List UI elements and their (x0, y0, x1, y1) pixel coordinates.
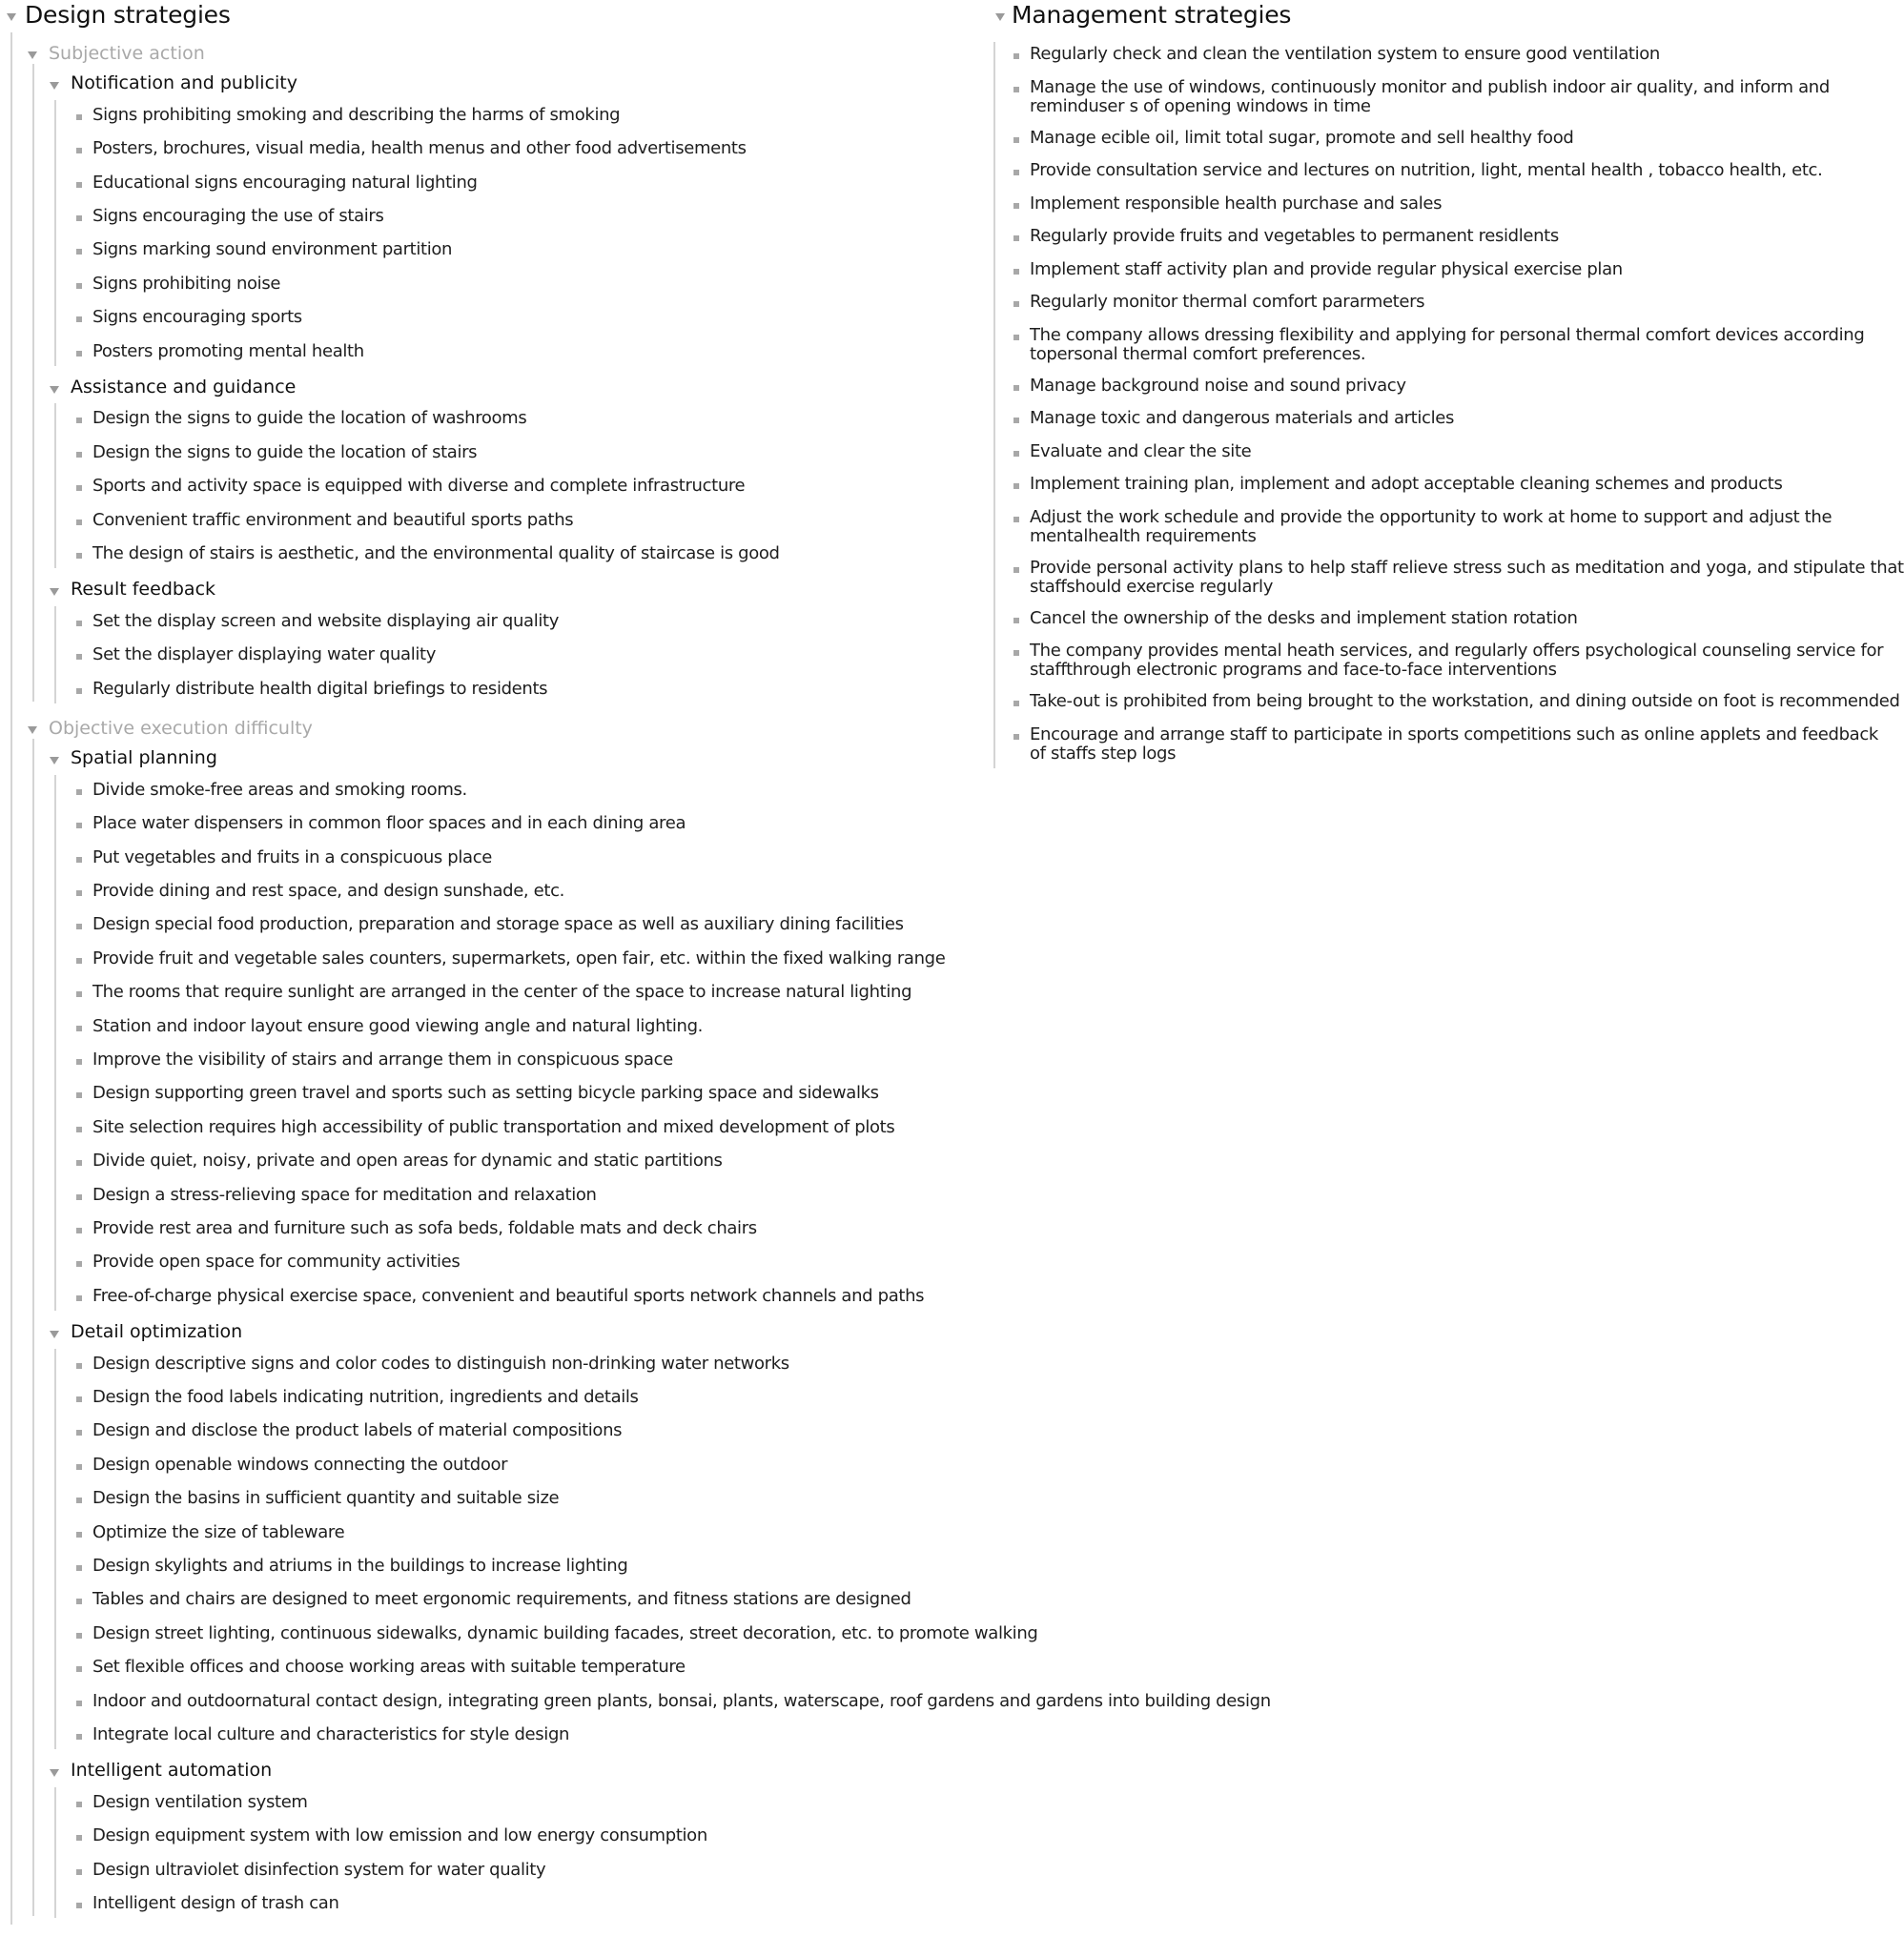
list-item-line: Manage the use of windows, continuously monitor and publish indoor air quality, and inform and (1030, 76, 1830, 97)
list-item: Design ventilation system (92, 1791, 308, 1812)
list-bullet-icon (1013, 567, 1019, 573)
list-item: Design equipment system with low emission and low energy consumption (92, 1825, 707, 1846)
list-item (1030, 227, 1559, 246)
list-item: Optimize the size of tableware (92, 1521, 345, 1542)
list-bullet-icon (76, 553, 82, 559)
list-item: Design supporting green travel and sports such as setting bicycle parking space and sidewalks (92, 1083, 879, 1104)
outline-guide-line (54, 1787, 56, 1919)
list-bullet-icon (76, 1430, 82, 1436)
list-bullet-icon (1013, 87, 1019, 92)
list-item: Site selection requires high accessibility of public transportation and mixed development of plots (92, 1116, 895, 1137)
list-item: Put vegetables and fruits in a conspicuous place (92, 846, 492, 867)
collapse-toggle-icon[interactable] (7, 13, 16, 21)
list-item (1030, 725, 1878, 764)
list-item: Posters, brochures, visual media, health menus and other food advertisements (92, 138, 747, 159)
list-bullet-icon (76, 452, 82, 458)
list-item (1030, 559, 1904, 597)
list-item-line: Regularly check and clean the ventilation system to ensure good ventilation (1030, 44, 1660, 64)
collapse-toggle-icon[interactable] (50, 82, 59, 90)
list-item-line: Implement staff activity plan and provide regular physical exercise plan (1030, 258, 1623, 279)
list-item-line: Provide personal activity plans to help staff relieve stress such as meditation and yoga, and stipulate that (1030, 557, 1904, 578)
outline-guide-line (993, 42, 995, 768)
list-item: Place water dispensers in common floor spaces and in each dining area (92, 813, 686, 834)
list-bullet-icon (76, 1092, 82, 1098)
collapse-toggle-icon[interactable] (995, 13, 1005, 21)
list-item (1030, 377, 1406, 396)
list-item: Integrate local culture and characteristics for style design (92, 1724, 570, 1744)
list-item-line: The company provides mental heath services, and regularly offers psychological counseling service for (1030, 641, 1884, 661)
list-item: Convenient traffic environment and beautiful sports paths (92, 509, 574, 530)
list-item-line: Implement training plan, implement and adopt acceptable cleaning schemes and products (1030, 474, 1783, 494)
list-bullet-icon (1013, 418, 1019, 423)
list-item: Design a stress-relieving space for meditation and relaxation (92, 1184, 597, 1205)
list-bullet-icon (76, 1160, 82, 1166)
collapse-toggle-icon[interactable] (28, 51, 37, 59)
list-bullet-icon (1013, 170, 1019, 175)
list-item: Divide quiet, noisy, private and open areas for dynamic and static partitions (92, 1151, 723, 1172)
outline-guide-line (54, 775, 56, 1311)
list-item: Design the food labels indicating nutrition, ingredients and details (92, 1387, 639, 1407)
list-bullet-icon (76, 1869, 82, 1875)
list-item-line: mentalhealth requirements (1030, 525, 1257, 546)
list-bullet-icon (76, 958, 82, 964)
list-item (1030, 442, 1251, 461)
list-item: Provide rest area and furniture such as sofa beds, foldable mats and deck chairs (92, 1218, 757, 1238)
outline-guide-line (10, 32, 12, 1925)
list-item: Design street lighting, continuous sidewalks, dynamic building facades, street decoration, etc. to promote walking (92, 1622, 1038, 1643)
list-bullet-icon (76, 823, 82, 828)
list-bullet-icon (76, 924, 82, 929)
list-item-line: Regularly monitor thermal comfort pararmeters (1030, 292, 1425, 312)
list-bullet-icon (1013, 618, 1019, 623)
list-item: Intelligent design of trash can (92, 1893, 339, 1913)
list-item-line: Encourage and arrange staff to participate in sports competitions such as online applets and feedback (1030, 723, 1878, 744)
list-item (1030, 409, 1454, 428)
list-bullet-icon (76, 688, 82, 694)
list-item: Provide dining and rest space, and design sunshade, etc. (92, 881, 565, 901)
list-item (1030, 161, 1822, 180)
list-bullet-icon (1013, 53, 1019, 59)
list-item-line: Regularly provide fruits and vegetables to permanent residlents (1030, 226, 1559, 246)
list-item (1030, 326, 1864, 364)
subcategory-title: Spatial planning (71, 747, 217, 769)
list-bullet-icon (76, 1295, 82, 1301)
list-bullet-icon (76, 520, 82, 525)
list-bullet-icon (1013, 269, 1019, 275)
list-bullet-icon (1013, 235, 1019, 241)
outline-guide-line (54, 403, 56, 568)
list-item-line: Manage ecible oil, limit total sugar, promote and sell healthy food (1030, 127, 1574, 148)
list-bullet-icon (76, 283, 82, 289)
list-item (1030, 260, 1623, 279)
list-item-line: Evaluate and clear the site (1030, 440, 1252, 461)
collapse-toggle-icon[interactable] (28, 726, 37, 734)
list-item: Signs marking sound environment partition (92, 239, 453, 260)
list-bullet-icon (1013, 483, 1019, 489)
list-item (1030, 508, 1832, 546)
list-item: Design the signs to guide the location of stairs (92, 441, 478, 462)
list-item: Regularly distribute health digital briefings to residents (92, 678, 548, 699)
list-item: Signs prohibiting smoking and describing the harms of smoking (92, 104, 621, 125)
list-item (1030, 475, 1783, 494)
list-bullet-icon (76, 1498, 82, 1503)
subcategory-title: Detail optimization (71, 1321, 243, 1343)
list-bullet-icon (76, 654, 82, 660)
subcategory-title: Notification and publicity (71, 72, 297, 94)
list-item: Design descriptive signs and color codes to distinguish non-drinking water networks (92, 1353, 789, 1374)
list-item-line: Manage toxic and dangerous materials and articles (1030, 408, 1454, 428)
list-item (1030, 78, 1830, 116)
list-item: Design and disclose the product labels of material compositions (92, 1420, 623, 1441)
list-bullet-icon (76, 1026, 82, 1031)
collapse-toggle-icon[interactable] (50, 386, 59, 394)
list-bullet-icon (76, 1532, 82, 1538)
list-item (1030, 45, 1660, 64)
list-item: Provide fruit and vegetable sales counters, supermarkets, open fair, etc. within the fixed walking range (92, 948, 946, 968)
list-item: Station and indoor layout ensure good viewing angle and natural lighting. (92, 1015, 704, 1036)
list-bullet-icon (76, 351, 82, 357)
list-item: Design special food production, preparation and storage space as well as auxiliary dining facilities (92, 914, 904, 935)
list-bullet-icon (1013, 451, 1019, 457)
list-item: Posters promoting mental health (92, 340, 364, 361)
list-bullet-icon (1013, 701, 1019, 706)
list-bullet-icon (76, 789, 82, 795)
list-item: Indoor and outdoornatural contact design, integrating green plants, bonsai, plants, waterscape, roof gardens and gardens into building design (92, 1690, 1271, 1711)
list-bullet-icon (1013, 137, 1019, 143)
list-bullet-icon (1013, 650, 1019, 656)
list-bullet-icon (76, 215, 82, 221)
list-item: Design skylights and atriums in the buildings to increase lighting (92, 1556, 628, 1576)
list-item (1030, 609, 1578, 628)
list-bullet-icon (76, 418, 82, 423)
list-bullet-icon (76, 1802, 82, 1807)
list-item: Sports and activity space is equipped with diverse and complete infrastructure (92, 476, 746, 497)
list-item-line: staffshould exercise regularly (1030, 576, 1274, 597)
list-bullet-icon (76, 1701, 82, 1706)
list-item-line: Take-out is prohibited from being brought to the workstation, and dining outside on foot is recommended (1030, 691, 1900, 711)
list-item: Improve the visibility of stairs and arrange them in conspicuous space (92, 1050, 673, 1070)
list-bullet-icon (76, 485, 82, 491)
collapse-toggle-icon[interactable] (50, 588, 59, 596)
list-bullet-icon (76, 1194, 82, 1200)
list-item: Signs prohibiting noise (92, 273, 281, 294)
list-bullet-icon (76, 182, 82, 188)
list-bullet-icon (76, 1666, 82, 1672)
list-bullet-icon (76, 1059, 82, 1065)
list-item-line: The company allows dressing flexibility and applying for personal thermal comfort devices according (1030, 324, 1865, 345)
list-item: Free-of-charge physical exercise space, convenient and beautiful sports network channels and paths (92, 1285, 925, 1306)
list-item: Set flexible offices and choose working areas with suitable temperature (92, 1657, 686, 1678)
outline-guide-line (54, 606, 56, 703)
list-item-line: Manage background noise and sound privacy (1030, 375, 1406, 396)
collapse-toggle-icon[interactable] (50, 1769, 59, 1777)
subcategory-title: Assistance and guidance (71, 377, 297, 397)
list-item: The rooms that require sunlight are arranged in the center of the space to increase natural lighting (92, 982, 912, 1003)
list-item: Provide open space for community activities (92, 1252, 461, 1273)
category-title: Objective execution difficulty (49, 718, 313, 739)
list-item (1030, 642, 1883, 680)
list-bullet-icon (76, 249, 82, 255)
subcategory-title: Result feedback (71, 579, 216, 601)
list-item (1030, 293, 1424, 312)
list-item-line: Adjust the work schedule and provide the opportunity to work at home to support and adjust the (1030, 506, 1832, 527)
list-bullet-icon (76, 1127, 82, 1132)
collapse-toggle-icon[interactable] (50, 757, 59, 764)
list-bullet-icon (76, 148, 82, 153)
list-item: Signs encouraging sports (92, 307, 302, 328)
list-item: Design ultraviolet disinfection system for water quality (92, 1859, 546, 1880)
list-bullet-icon (1013, 301, 1019, 307)
outline-guide-line (54, 100, 56, 366)
list-bullet-icon (76, 1633, 82, 1639)
list-item: Design the basins in sufficient quantity and suitable size (92, 1488, 560, 1509)
outline-guide-line (54, 1349, 56, 1750)
list-item: Signs encouraging the use of stairs (92, 206, 384, 226)
subcategory-title: Intelligent automation (71, 1760, 273, 1782)
list-bullet-icon (76, 1903, 82, 1908)
list-item: Design openable windows connecting the outdoor (92, 1454, 508, 1475)
list-item: Divide smoke-free areas and smoking rooms. (92, 779, 467, 800)
list-bullet-icon (76, 1734, 82, 1740)
list-item (1030, 129, 1573, 148)
list-bullet-icon (76, 1261, 82, 1267)
list-item-line: Implement responsible health purchase and sales (1030, 193, 1443, 214)
design-strategies-title: Design strategies (25, 1, 231, 29)
list-bullet-icon (76, 1228, 82, 1233)
list-item: Tables and chairs are designed to meet ergonomic requirements, and fitness stations are designed (92, 1589, 911, 1610)
list-item: Educational signs encouraging natural lighting (92, 172, 478, 193)
list-item-line: Provide consultation service and lectures on nutrition, light, mental health , tobacco health, etc. (1030, 160, 1823, 180)
list-bullet-icon (76, 1396, 82, 1402)
outline-guide-line (32, 64, 34, 702)
list-item: The design of stairs is aesthetic, and the environmental quality of staircase is good (92, 543, 780, 563)
list-bullet-icon (1013, 335, 1019, 340)
list-item-line: staffthrough electronic programs and face-to-face interventions (1030, 660, 1557, 680)
list-bullet-icon (76, 991, 82, 997)
list-bullet-icon (76, 114, 82, 120)
list-bullet-icon (76, 1464, 82, 1470)
management-strategies-title: Management strategies (1012, 1, 1292, 29)
list-item-line: of staffs step logs (1030, 743, 1177, 764)
list-item-line: topersonal thermal comfort preferences. (1030, 343, 1366, 364)
list-bullet-icon (76, 1565, 82, 1571)
list-item-line: reminduser s of opening windows in time (1030, 95, 1371, 116)
list-item: Set the displayer displaying water quality (92, 644, 437, 665)
list-item: Design the signs to guide the location of washrooms (92, 408, 527, 429)
list-item (1030, 194, 1442, 214)
list-bullet-icon (1013, 203, 1019, 209)
list-bullet-icon (76, 621, 82, 626)
list-bullet-icon (76, 857, 82, 863)
list-bullet-icon (76, 1363, 82, 1369)
list-bullet-icon (1013, 517, 1019, 522)
list-bullet-icon (76, 1599, 82, 1604)
list-item: Set the display screen and website displaying air quality (92, 610, 560, 631)
outline-guide-line (32, 739, 34, 1916)
collapse-toggle-icon[interactable] (50, 1331, 59, 1338)
list-item-line: Cancel the ownership of the desks and implement station rotation (1030, 607, 1578, 628)
list-bullet-icon (76, 316, 82, 322)
list-bullet-icon (1013, 385, 1019, 391)
list-bullet-icon (1013, 734, 1019, 740)
list-item (1030, 692, 1900, 711)
category-title: Subjective action (49, 43, 205, 64)
list-bullet-icon (76, 890, 82, 896)
list-bullet-icon (76, 1835, 82, 1841)
